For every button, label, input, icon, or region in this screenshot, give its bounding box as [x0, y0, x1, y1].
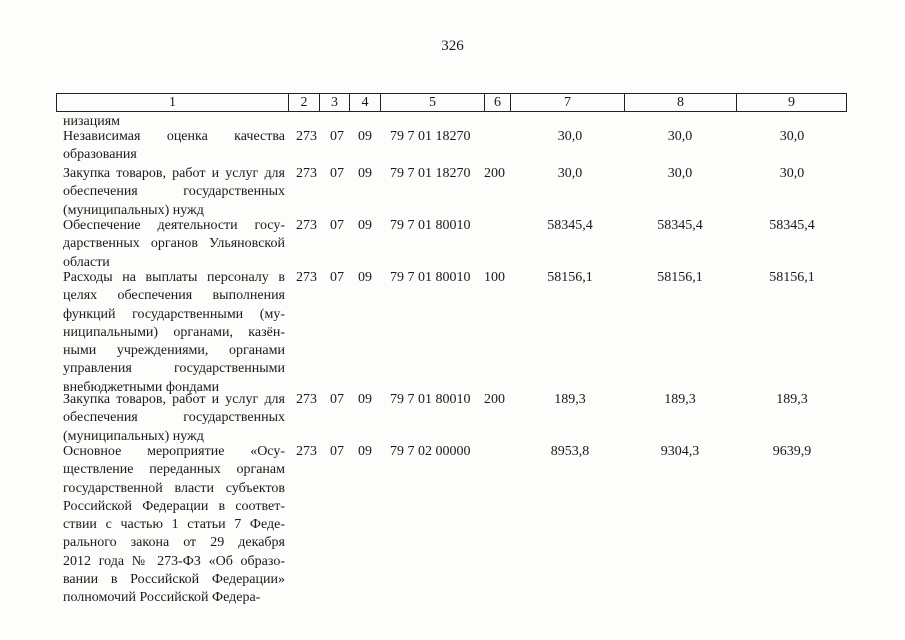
cell-col-7: 189,3: [554, 392, 586, 407]
cell-col-3: 07: [330, 392, 344, 407]
cell-col-2: 273: [296, 166, 317, 181]
cell-col-2: 273: [296, 444, 317, 459]
cell-col-8: 30,0: [667, 129, 693, 144]
cell-col-2: 273: [296, 218, 317, 233]
row-description: [63, 165, 285, 220]
row-description-line: Закупка товаров, работ и услуг для: [63, 166, 285, 181]
cell-col-7: 30,0: [557, 166, 583, 181]
cell-col-3: 07: [330, 218, 344, 233]
cell-col-4: 09: [358, 270, 372, 285]
cell-col-7: 30,0: [557, 129, 583, 144]
cell-col-7: 8953,8: [550, 444, 590, 459]
cell-col-9: 30,0: [779, 166, 805, 181]
row-description-line: полномочий Российской Федера-: [63, 590, 261, 606]
row-description-line: государственной власти субъектов: [63, 480, 285, 496]
row-description-line: Расходы на выплаты персоналу в: [63, 270, 285, 285]
cell-col-4: 09: [358, 444, 372, 459]
row-description-line: 2012 года № 273-ФЗ «Об образо-: [63, 553, 285, 569]
cell-col-9: 58156,1: [769, 270, 815, 285]
row-description-line: Основное мероприятие «Осу-: [63, 444, 285, 459]
row-description-line: Закупка товаров, работ и услуг для: [63, 392, 285, 407]
table-header: [56, 93, 847, 112]
cell-col-8: 189,3: [664, 392, 696, 407]
cell-col-4: 09: [358, 392, 372, 407]
header-col-1: 1: [169, 95, 176, 110]
row-description-line: функций государственными (му-: [63, 306, 285, 322]
row-description-line: внебюджетными фондами: [63, 379, 220, 395]
row-description-line: ществление переданных органам: [63, 462, 285, 478]
cell-col-4: 09: [358, 129, 372, 144]
header-col-3: 3: [319, 94, 349, 111]
cell-col-9: 58345,4: [769, 218, 815, 233]
cell-col-8: 58345,4: [657, 218, 703, 233]
cell-col-3: 07: [330, 444, 344, 459]
cell-col-7: 58345,4: [547, 218, 593, 233]
row-description-line: целях обеспечения выполнения: [63, 288, 285, 304]
cell-col-3: 07: [330, 129, 344, 144]
cell-col-2: 273: [296, 270, 317, 285]
cell-col-3: 07: [330, 166, 344, 181]
cell-col-9: 189,3: [776, 392, 808, 407]
row-description-line: ными учреждениями, органами: [63, 343, 285, 359]
header-col-7: 7: [510, 94, 624, 111]
cell-col-5: 79 7 01 18270: [390, 129, 471, 144]
cell-col-6: 200: [484, 166, 505, 181]
header-col-6: 6: [484, 94, 510, 111]
row-description-line: обеспечения государственных: [63, 184, 285, 200]
row-description: [63, 269, 285, 397]
cell-col-5: 79 7 02 00000: [390, 444, 471, 459]
cell-col-2: 273: [296, 129, 317, 144]
cell-col-6: 200: [484, 392, 505, 407]
row-description: [63, 217, 285, 272]
row-description: [63, 128, 285, 165]
cell-col-9: 9639,9: [772, 444, 812, 459]
cell-col-5: 79 7 01 80010: [390, 270, 471, 285]
row-description-line: вании в Российской Федерации»: [63, 572, 285, 588]
row-description-line: (муниципальных) нужд: [63, 428, 204, 444]
cell-col-4: 09: [358, 166, 372, 181]
header-col-4: 4: [349, 94, 380, 111]
cell-col-2: 273: [296, 392, 317, 407]
row-description-line: области: [63, 254, 110, 270]
row-description: [63, 443, 285, 608]
row-description-line: образования: [63, 147, 137, 163]
row-description-line: Независимая оценка качества: [63, 129, 285, 144]
header-col-2: 2: [288, 94, 319, 111]
cell-col-5: 79 7 01 80010: [390, 218, 471, 233]
row-description-line: управления государственными: [63, 361, 285, 377]
page-number: 326: [441, 38, 464, 54]
header-col-8: 8: [624, 94, 736, 111]
cell-col-6: 100: [484, 270, 505, 285]
cell-col-4: 09: [358, 218, 372, 233]
row-description-line: низациям: [63, 114, 121, 129]
cell-col-5: 79 7 01 80010: [390, 392, 471, 407]
header-col-5: 5: [380, 94, 484, 111]
row-description: [63, 391, 285, 446]
cell-col-7: 58156,1: [547, 270, 593, 285]
row-description-line: рального закона от 29 декабря: [63, 535, 285, 551]
cell-col-5: 79 7 01 18270: [390, 166, 471, 181]
row-description-line: Обеспечение деятельности госу-: [63, 218, 285, 233]
cell-col-8: 58156,1: [657, 270, 703, 285]
row-description-line: дарственных органов Ульяновской: [63, 236, 285, 252]
row-description-line: обеспечения государственных: [63, 410, 285, 426]
row-description-line: ствии с частью 1 статьи 7 Феде-: [63, 517, 285, 533]
row-description-line: Российской Федерации в соответ-: [63, 498, 285, 514]
row-description-line: (муниципальных) нужд: [63, 202, 204, 218]
cell-col-9: 30,0: [779, 129, 805, 144]
row-description-line: ниципальными) органами, казён-: [63, 324, 285, 340]
cell-col-8: 9304,3: [660, 444, 700, 459]
cell-col-3: 07: [330, 270, 344, 285]
cell-col-8: 30,0: [667, 166, 693, 181]
header-col-9: 9: [736, 94, 846, 111]
